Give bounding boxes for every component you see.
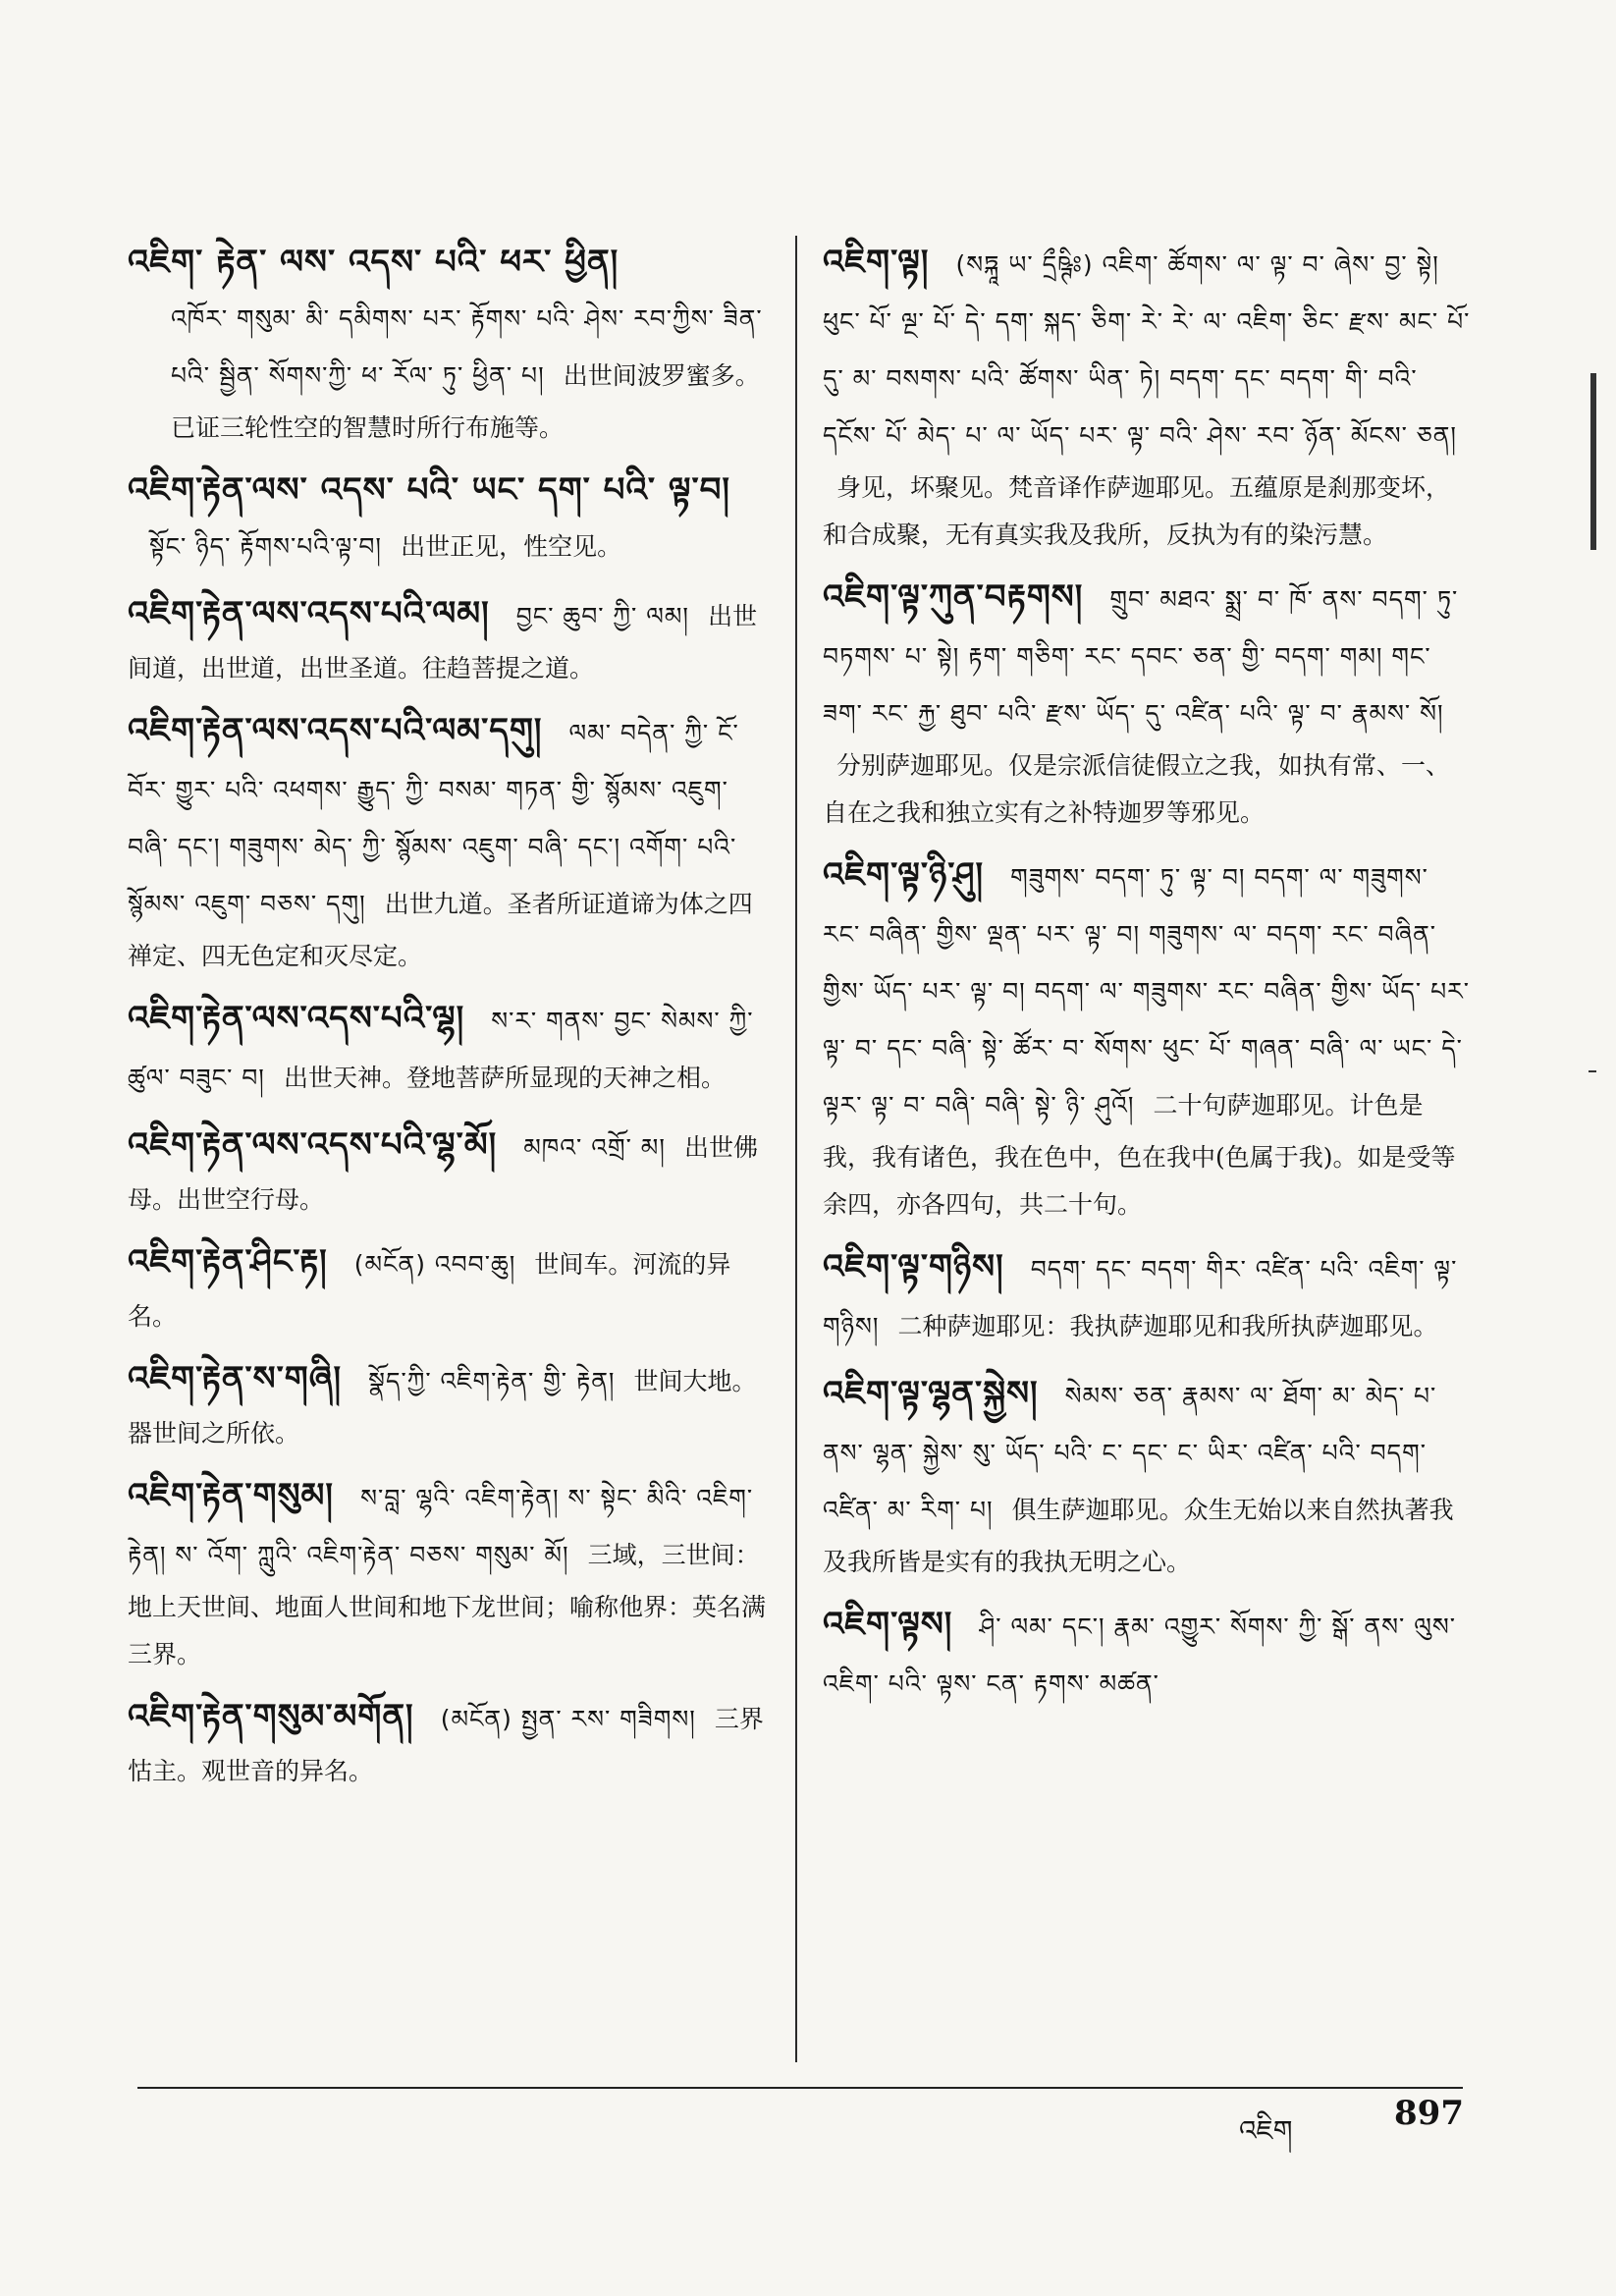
entry-headword: འཇིག་ རྟེན་ ལས་ འདས་ པའི་ ཕར་ ཕྱིན། [128,243,619,282]
entry-headword: འཇིག་རྟེན་ས་གཞི། [128,1359,343,1398]
entry-chinese-definition: 三域，三世间：地上天世间、地面人世间和地下龙世间；喻称他界：英名满三界。 [128,1541,767,1668]
dictionary-entry [128,1233,776,1340]
dictionary-entry [128,1117,776,1224]
entry-headword: འཇིག་རྟེན་ལས་ འདས་ པའི་ ཡང་ དག་ པའི་ ལྟ་བ། [128,470,730,510]
right-column [823,234,1471,1722]
entry-tibetan-definition: སེམས་ ཅན་ རྣམས་ ལ་ ཐོག་ མ་ མེད་ པ་ ནས་ ལྷན་ སྐྱེས་ སུ་ ཡོད་ པའི་ ང་ དང་ ང་ ཡིར་ འཛིན་ པའི་ བདག་ འཛིན་ མ་ རིག་ པ། [823,1382,1437,1524]
entry-chinese-definition: 二十句萨迦耶见。计色是我，我有诸色，我在色中，色在我中(色属于我)。如是受等余四，亦各四句，共二十句。 [823,1091,1456,1219]
entry-chinese-definition: 出世天神。登地菩萨所显现的天神之相。 [283,1064,726,1092]
entry-chinese-definition: 出世正见，性空见。 [401,532,622,561]
dictionary-entry [823,1238,1471,1355]
entry-chinese-definition: 出世间道，出世道，出世圣道。往趋菩提之道。 [128,602,758,683]
dictionary-entry [823,1365,1471,1586]
entry-tibetan-definition: ས་ར་ གནས་ བྱང་ སེམས་ ཀྱི་ ཚུལ་ བཟུང་ བ། [128,1007,754,1092]
dictionary-entry [128,1350,776,1457]
entry-headword: འཇིག་རྟེན་ལས་འདས་པའི་ལམ་དགུ། [128,711,543,750]
dictionary-entry [823,234,1471,559]
entry-headword: འཇིག་ལྟ་ཉི་ཤུ། [823,855,984,895]
entry-chinese-definition: 二种萨迦耶见：我执萨迦耶见和我所执萨迦耶见。 [897,1312,1438,1340]
entry-tibetan-definition: ལམ་ བདེན་ ཀྱི་ ངོ་ བོར་ གྱུར་ པའི་ འཕགས་ རྒྱུད་ ཀྱི་ བསམ་ གཏན་ གྱི་ སྙོམས་ འཇུག་ བཞི་ དང་། གཟུགས་ མེད་ ཀྱི་ སྙོམས་ འཇུག་ བཞི་ དང་། འགོག་ པའི་ སྙོམས་ འཇུག་ བཅས་ དགུ། [128,719,739,918]
entry-headword: འཇིག་རྟེན་གསུམ་མགོན། [128,1697,414,1736]
entry-headword: འཇིག་ལྟ་གཉིས། [823,1247,1004,1286]
entry-headword: འཇིག་ལྟ། [823,243,930,282]
dictionary-entry [128,702,776,980]
scan-edge-mark [1589,1070,1596,1072]
entry-chinese-definition: 身见，坏聚见。梵音译作萨迦耶见。五蕴原是刹那变坏，和合成聚，无有真实我及我所，反执为有的染污慧。 [823,473,1451,549]
scan-edge-mark [1590,373,1596,550]
entry-headword: འཇིག་རྟེན་ལས་འདས་པའི་ལྷ། [128,999,465,1038]
entry-body [128,291,776,452]
page-number: 897 [1394,2094,1464,2133]
entry-tibetan-definition: བྱང་ ཆུབ་ ཀྱི་ ལམ། [515,602,689,630]
dictionary-entry [823,847,1471,1229]
entry-headword: འཇིག་ལྟས། [823,1605,953,1644]
dictionary-entry [128,1467,776,1678]
entry-chinese-definition: 出世佛母。出世空行母。 [128,1133,758,1214]
entry-chinese-definition: 世间大地。器世间之所依。 [128,1367,757,1448]
entry-headword: འཇིག་རྟེན་གསུམ། [128,1476,334,1515]
dictionary-entry [823,569,1471,837]
entry-tibetan-definition: ས་བླ་ ལྷའི་ འཇིག་རྟེན། ས་ སྟེང་ མིའི་ འཇིག་རྟེན། ས་ འོག་ ཀླུའི་ འཇིག་རྟེན་ བཅས་ གསུམ་ མོ། [128,1484,754,1569]
dictionary-entry [823,1596,1471,1713]
entry-headword: འཇིག་རྟེན་ལས་འདས་པའི་ལམ། [128,594,490,633]
entry-headword: འཇིག་རྟེན་ལས་འདས་པའི་ལྷ་མོ། [128,1125,498,1165]
dictionary-entry [128,1688,776,1795]
footer-rule [137,2087,1463,2089]
entry-chinese-definition: 世间车。河流的异名。 [128,1250,731,1331]
entry-chinese-definition: 出世间波罗蜜多。已证三轮性空的智慧时所行布施等。 [171,361,760,442]
entry-headword: འཇིག་ལྟ་ཀུན་བརྟགས། [823,577,1084,617]
entry-tibetan-definition: མཁའ་ འགྲོ་ མ། [523,1133,666,1162]
entry-tibetan-definition: སྣོད་ཀྱི་ འཇིག་རྟེན་ གྱི་ རྟེན། [368,1367,616,1395]
entry-chinese-definition: 三界怙主。观世音的异名。 [128,1705,764,1785]
left-column [128,234,776,1805]
entry-tibetan-definition: བདག་ དང་ བདག་ གིར་ འཛིན་ པའི་ འཇིག་ ལྟ་ གཉིས། [823,1255,1458,1340]
entry-chinese-definition: 俱生萨迦耶见。众生无始以来自然执著我及我所皆是实有的我执无明之心。 [823,1496,1454,1576]
entry-tibetan-definition: ཤི་ ལམ་ དང་། རྣམ་ འགྱུར་ སོགས་ ཀྱི་ སྒོ་ ནས་ ལུས་ འཇིག་ པའི་ ལྟས་ ངན་ རྟགས་ མཚན་ [823,1613,1456,1698]
entry-tibetan-definition: གཟུགས་ བདག་ ཏུ་ ལྟ་ བ། བདག་ ལ་ གཟུགས་ རང་ བཞིན་ གྱིས་ ལྡན་ པར་ ལྟ་ བ། གཟུགས་ ལ་ བདག་ རང་ བཞིན་ གྱིས་ ཡོད་ པར་ ལྟ་ བ། བདག་ ལ་ གཟུགས་ རང་ བཞིན་ གྱིས་ ཡོད་ པར་ ལྟ་ བ་ དང་ བཞི་ སྟེ་ ཚོར་ བ་ སོགས་ ཕུང་ པོ་ གཞན་ བཞི་ ལ་ ཡང་ དེ་ ལྟར་ ལྟ་ བ་ བཞི་ བཞི་ སྟེ་ ཉི་ ཤུའོ། [823,863,1470,1120]
entry-chinese-definition: 分别萨迦耶见。仅是宗派信徒假立之我，如执有常、一、自在之我和独立实有之补特迦罗等邪见。 [823,751,1451,827]
entry-tibetan-definition: (མངོན) སྤྱན་ རས་ གཟིགས། [440,1705,696,1733]
entry-tibetan-definition: གྲུབ་ མཐའ་ སྨྲ་ བ་ ཁོ་ ནས་ བདག་ ཏུ་ བཏགས་ པ་ སྟེ། རྟག་ གཅིག་ རང་ དབང་ ཅན་ གྱི་ བདག་ གམ། གང་ ཟག་ རང་ རྐྱ་ ཐུབ་ པའི་ རྫས་ ཡོད་ དུ་ འཛིན་ པའི་ ལྟ་ བ་ རྣམས་ སོ། [823,585,1459,728]
entry-tibetan-definition: (མངོན) འབབ་ཆུ། [353,1250,516,1279]
running-head: འཇིག [1239,2114,1293,2147]
dictionary-entry [128,462,776,575]
column-divider [795,236,797,2062]
dictionary-entry [128,990,776,1107]
entry-tibetan-definition: (སཏྐཱ ཡ་ དྲྀཥྚིཿ) འཇིག་ ཚོགས་ ལ་ ལྟ་ བ་ ཞེས་ བྱ་ སྟེ། ཕུང་ པོ་ ལྔ་ པོ་ དེ་ དག་ སྐད་ ཅིག་ རེ་ རེ་ ལ་ འཇིག་ ཅིང་ རྫས་ མང་ པོ་ དུ་ མ་ བསགས་ པའི་ ཚོགས་ ཡིན་ ཏེ། བདག་ དང་ བདག་ གི་ བའི་ དངོས་ པོ་ མེད་ པ་ ལ་ ཡོད་ པར་ ལྟ་ བའི་ ཤེས་ རབ་ ཉོན་ མོངས་ ཅན། [823,250,1471,450]
dictionary-entry [128,234,776,452]
entry-chinese-definition: 出世九道。圣者所证道谛为体之四禅定、四无色定和灭尽定。 [128,890,753,970]
entry-tibetan-definition: སྟོང་ ཉིད་ རྟོགས་པའི་ལྟ་བ། [149,532,382,561]
entry-headword: འཇིག་རྟེན་ཤིང་རྟ། [128,1242,328,1282]
dictionary-entry [128,585,776,692]
entry-headword: འཇིག་ལྟ་ལྷན་སྐྱེས། [823,1374,1039,1413]
entry-tibetan-definition: འཁོར་ གསུམ་ མི་ དམིགས་ པར་ རྟོགས་ པའི་ ཤེས་ རབ་ཀྱིས་ ཟིན་པའི་ སྦྱིན་ སོགས་ཀྱི་ ཕ་ རོལ་ ཏུ་ ཕྱིན་ པ། [171,304,763,390]
